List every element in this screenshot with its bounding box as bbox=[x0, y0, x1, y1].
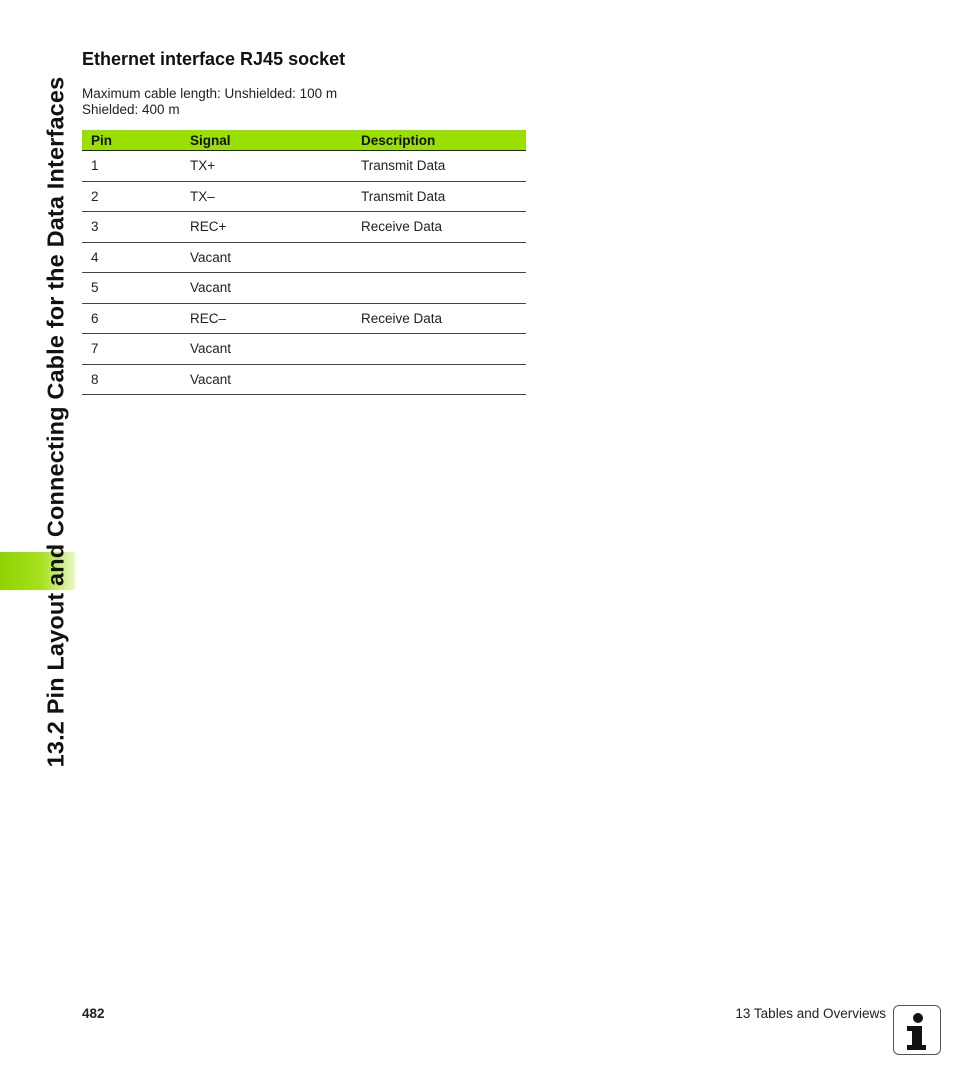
table-row bbox=[82, 151, 526, 182]
cell-description: Receive Data bbox=[361, 212, 526, 243]
chapter-label: 13 Tables and Overviews bbox=[735, 1006, 886, 1021]
table-header-row bbox=[82, 130, 526, 151]
header-pin: Pin bbox=[82, 130, 190, 151]
section-side-title: 13.2 Pin Layout and Connecting Cable for the Data Interfaces bbox=[42, 76, 69, 768]
cell-signal: Vacant bbox=[190, 334, 361, 365]
cell-pin: 1 bbox=[82, 151, 190, 182]
info-icon bbox=[893, 1005, 941, 1055]
cell-signal: Vacant bbox=[190, 364, 361, 395]
page-number: 482 bbox=[82, 1006, 105, 1021]
cell-description bbox=[361, 242, 526, 273]
cell-description bbox=[361, 273, 526, 304]
cell-pin: 8 bbox=[82, 364, 190, 395]
header-description: Description bbox=[361, 130, 526, 151]
section-heading: Ethernet interface RJ45 socket bbox=[82, 49, 346, 69]
cell-pin: 2 bbox=[82, 181, 190, 212]
cell-description: Receive Data bbox=[361, 303, 526, 334]
cell-description bbox=[361, 334, 526, 365]
table-row bbox=[82, 334, 526, 365]
cell-pin: 6 bbox=[82, 303, 190, 334]
cell-pin: 4 bbox=[82, 242, 190, 273]
cell-signal: TX+ bbox=[190, 151, 361, 182]
cell-signal: TX– bbox=[190, 181, 361, 212]
cell-description bbox=[361, 364, 526, 395]
cell-pin: 3 bbox=[82, 212, 190, 243]
cell-description: Transmit Data bbox=[361, 181, 526, 212]
cell-signal: Vacant bbox=[190, 242, 361, 273]
shielded-length-note: Shielded: 400 m bbox=[82, 102, 180, 117]
cell-signal: REC– bbox=[190, 303, 361, 334]
table-row bbox=[82, 181, 526, 212]
table-row bbox=[82, 364, 526, 395]
table-row bbox=[82, 303, 526, 334]
table-row bbox=[82, 242, 526, 273]
cell-pin: 7 bbox=[82, 334, 190, 365]
cable-length-note: Maximum cable length: Unshielded: 100 m bbox=[82, 86, 338, 101]
cell-description: Transmit Data bbox=[361, 151, 526, 182]
header-signal: Signal bbox=[190, 130, 361, 151]
cell-signal: Vacant bbox=[190, 273, 361, 304]
table-row bbox=[82, 212, 526, 243]
cell-pin: 5 bbox=[82, 273, 190, 304]
table-row bbox=[82, 273, 526, 304]
cell-signal: REC+ bbox=[190, 212, 361, 243]
pin-layout-table bbox=[82, 130, 526, 395]
